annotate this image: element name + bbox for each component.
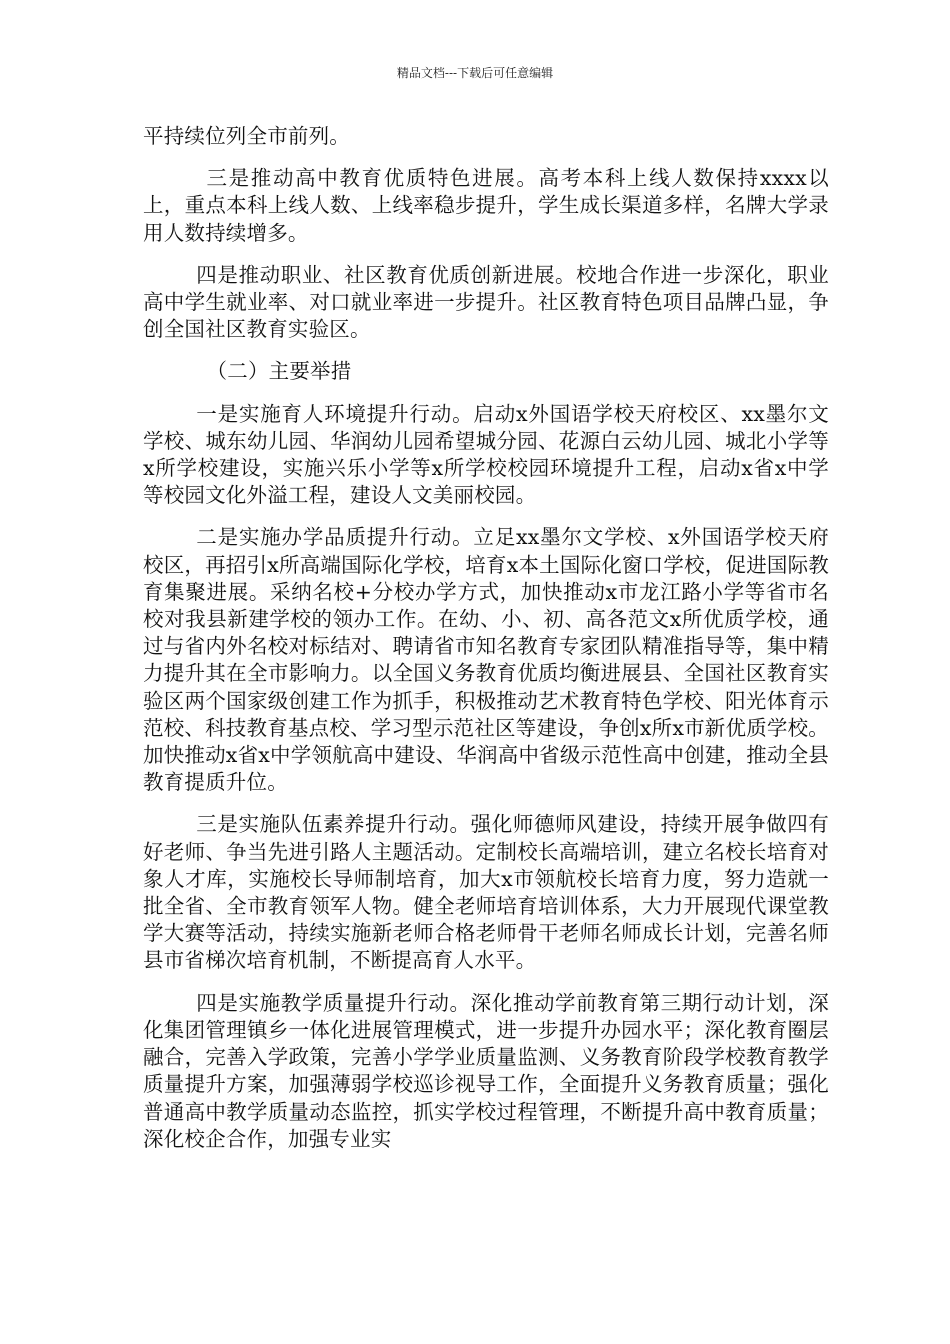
paragraph-teaching-action: 四是实施教学质量提升行动。深化推动学前教育第三期行动计划，深化集团管理镇乡一体化进展管理模式，进一步提升办园水平；深化教育圈层融合，完善入学政策，完善小学学业质量监测、义务教育阶段学校教育教学质量提升方案，加强薄弱学校巡诊视导工作，全面提升义务教育质量；强化普通高中教学质量动态监控，抓实学校过程管理，不断提升高中教育质量；深化校企合作，加强专业实 xyxy=(143,990,829,1151)
paragraph-staff-action: 三是实施队伍素养提升行动。强化师德师风建设，持续开展争做四有好老师、争当先进引路人主题活动。定制校长高端培训，建立名校长培育对象人才库，实施校长导师制培育，加大x市领航校长培育力度，努力造就一批全省、全市教育领军人物。健全老师培育培训体系，大力开展现代课堂教学大赛等活动，持续实施新老师合格老师骨干老师名师成长计划，完善名师县市省梯次培育机制，不断提高育人水平。 xyxy=(143,812,829,973)
paragraph-environment-action: 一是实施育人环境提升行动。启动x外国语学校天府校区、xx墨尔文学校、城东幼儿园、华润幼儿园希望城分园、花源白云幼儿园、城北小学等x所学校建设，实施兴乐小学等x所学校校园环境提升工程，启动x省x中学等校园文化外溢工程，建设人文美丽校园。 xyxy=(143,401,829,508)
page-header: 精品文档---下载后可任意编辑 xyxy=(396,66,554,80)
section-heading-main-measures: （二）主要举措 xyxy=(206,359,352,384)
paragraph-quality-action: 二是实施办学品质提升行动。立足xx墨尔文学校、x外国语学校天府校区，再招引x所高端国际化学校，培育x本土国际化窗口学校，促进国际教育集聚进展。采纳名校+分校办学方式，加快推动x市龙江路小学等省市名校对我县新建学校的领办工作。在幼、小、初、高各范文x所优质学校，通过与省内外名校对标结对、聘请省市知名教育专家团队精准指导等，集中精力提升其在全市影响力。以全国义务教育优质均衡进展县、全国社区教育实验区两个国家级创建工作为抓手，积极推动艺术教育特色学校、阳光体育示范校、科技教育基点校、学习型示范社区等建设，争创x所x市新优质学校。加快推动x省x中学领航高中建设、华润高中省级示范性高中创建，推动全县教育提质升位。 xyxy=(143,525,829,795)
paragraph-vocational-goal: 四是推动职业、社区教育优质创新进展。校地合作进一步深化，职业高中学生就业率、对口就业率进一步提升。社区教育特色项目品牌凸显，争创全国社区教育实验区。 xyxy=(143,262,829,342)
document-body xyxy=(143,123,829,1168)
paragraph-high-school-goal: 三是推动高中教育优质特色进展。高考本科上线人数保持xxxx以上，重点本科上线人数、上线率稳步提升，学生成长渠道多样，名牌大学录用人数持续增多。 xyxy=(143,166,829,245)
paragraph-continuation: 平持续位列全市前列。 xyxy=(143,124,350,148)
